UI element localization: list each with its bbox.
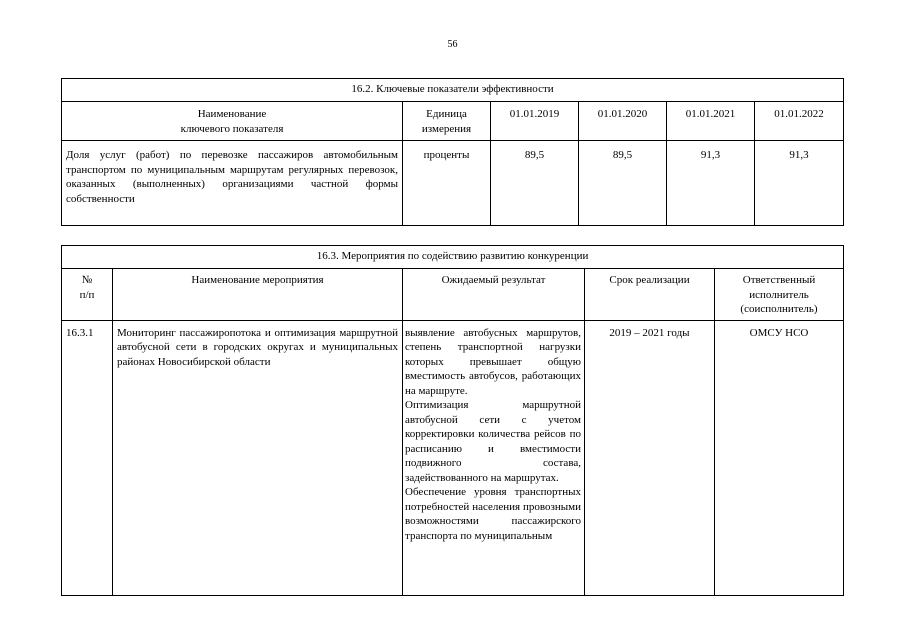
kpi-header-unit-line1: Единица [426,108,467,120]
measures-header-row [62,269,844,321]
measure-term: 2019 – 2021 годы [585,320,715,595]
measure-number: 16.3.1 [62,320,113,595]
measure-result-paragraph: выявление автобусных маршрутов, степень транспортной нагрузки которых превышает общую вместимость автобусов, работающих на маршруте. [405,326,581,397]
kpi-header-year: 01.01.2020 [579,102,667,141]
measures-header-num-line2: п/п [79,288,95,301]
measures-table [61,245,844,596]
kpi-value: 89,5 [579,141,667,226]
kpi-unit: проценты [403,141,491,226]
kpi-header-year: 01.01.2021 [667,102,755,141]
table-row [62,320,844,595]
kpi-value: 91,3 [755,141,844,226]
measures-header-result: Ожидаемый результат [403,269,585,321]
table-row [62,141,844,226]
measure-result-paragraph: Оптимизация маршрутной автобусной сети с учетом корректировки количества рейсов по расписанию и вместимости подвижного состава, задействованного на маршрутах. [405,399,581,484]
measure-responsible: ОМСУ НСО [715,320,844,595]
measures-header-resp-line3: (соисполнитель) [740,303,818,316]
kpi-header-unit [403,102,491,141]
kpi-header-year: 01.01.2022 [755,102,844,141]
kpi-header-name-line2: ключевого показателя [180,122,284,135]
measures-header-term: Срок реализации [585,269,715,321]
measures-header-resp-line2: исполнитель [749,288,809,301]
measures-header-num [62,269,113,321]
measure-name: Мониторинг пассажиропотока и оптимизация маршрутной автобусной сети в городских округах и муниципальных районах Новосибирской области [113,320,403,595]
measures-header-resp-line1: Ответственный [742,274,816,286]
kpi-value: 89,5 [491,141,579,226]
measures-header-num-line1: № [81,274,93,286]
kpi-header-name-line1: Наименование [197,108,267,120]
kpi-header-name [62,102,403,141]
kpi-header-unit-line2: измерения [421,122,472,135]
kpi-table [61,78,844,226]
measures-header-measure: Наименование мероприятия [113,269,403,321]
measures-header-responsible [715,269,844,321]
kpi-value: 91,3 [667,141,755,226]
kpi-indicator-name: Доля услуг (работ) по перевозке пассажиров автомобильным транспортом по муниципальным маршрутам регулярных перевозок, оказанных (выполненных) организациями частной формы собственности [62,141,403,226]
page-number: 56 [447,39,458,50]
kpi-table-title: 16.2. Ключевые показатели эффективности [62,79,844,102]
measure-expected-result [403,320,585,595]
kpi-header-year: 01.01.2019 [491,102,579,141]
kpi-header-row [62,102,844,141]
measures-table-title: 16.3. Мероприятия по содействию развитию конкуренции [62,246,844,269]
measure-result-paragraph: Обеспечение уровня транспортных потребностей населения провозными возможностями пассажирского транспорта по муниципальным [405,486,581,542]
